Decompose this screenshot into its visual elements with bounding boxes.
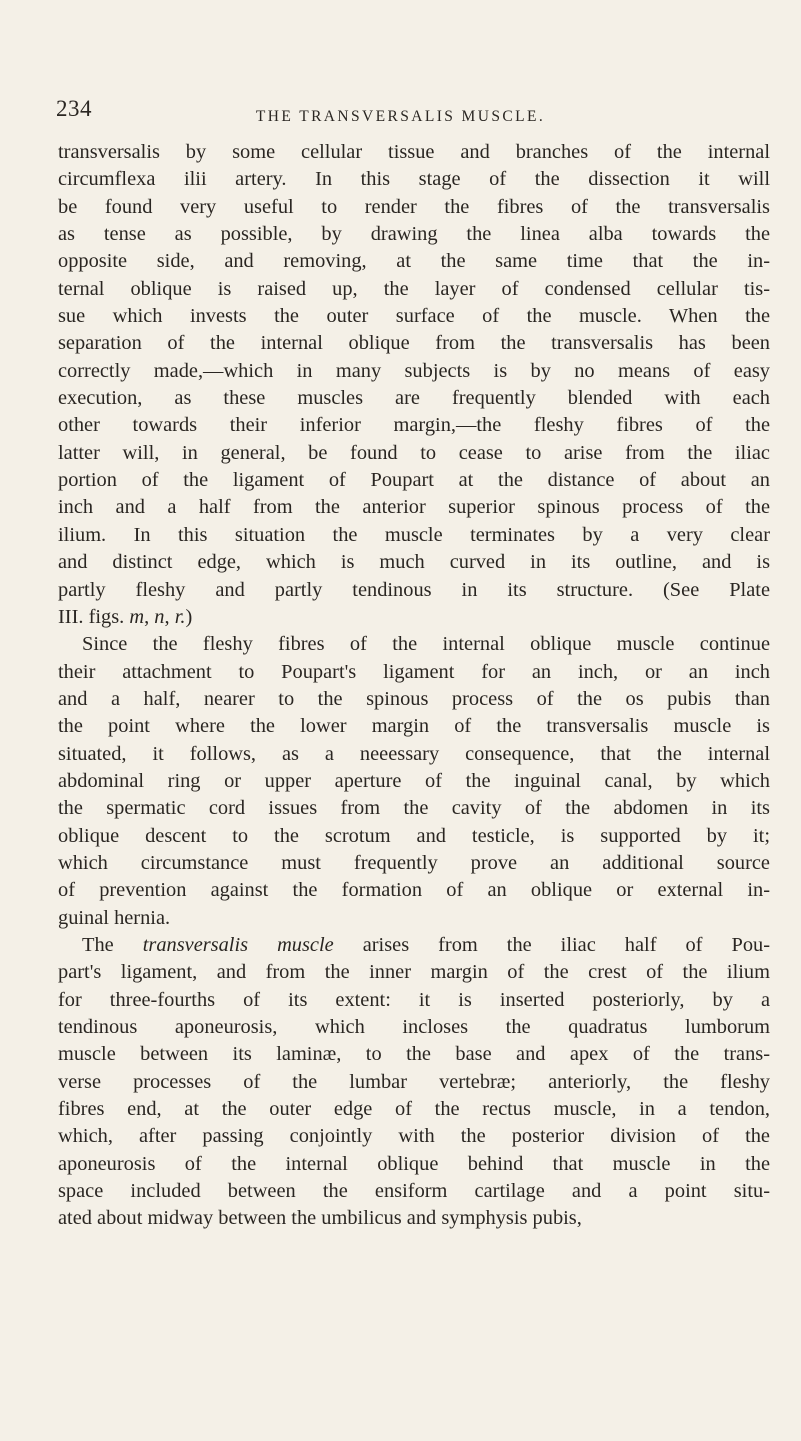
- text-line: situated, it follows, as a neeessary consequence, that the internal: [58, 742, 770, 765]
- plate-reference-prefix: III. figs.: [58, 605, 130, 628]
- fig-separator: ,: [144, 605, 155, 628]
- fig-letter-m: m: [129, 605, 145, 628]
- text-line: aponeurosis of the internal oblique behind that muscle in the: [58, 1152, 770, 1175]
- text-line: tendinous aponeurosis, which incloses the quadratus lumborum: [58, 1016, 770, 1038]
- text-line: part's ligament, and from the inner margin of the crest of the ilium: [58, 961, 770, 984]
- page-number: 234: [56, 96, 92, 121]
- fig-letter-n: n: [154, 605, 165, 628]
- text-line: transversalis by some cellular tissue and branches of the internal: [58, 141, 770, 163]
- text-line: guinal hernia.: [58, 906, 171, 929]
- text-line: other towards their inferior margin,—the fleshy fibres of the: [58, 414, 770, 437]
- text-line: fibres end, at the outer edge of the rectus muscle, in a tendon,: [58, 1098, 770, 1121]
- text-line: opposite side, and removing, at the same time that the in-: [58, 250, 770, 273]
- text-line: be found very useful to render the fibres of the transversalis: [58, 195, 770, 218]
- text-line: which, after passing conjointly with the posterior division of the: [58, 1125, 770, 1148]
- text-line: for three-fourths of its extent: it is inserted posteriorly, by a: [58, 988, 770, 1011]
- text-line: of prevention against the formation of an oblique or external in-: [58, 879, 770, 902]
- paragraph-lead-rest: arises from the iliac half of Pou-: [333, 933, 770, 956]
- text-line: correctly made,—which in many subjects is by no means of easy: [58, 359, 770, 382]
- text-line: the spermatic cord issues from the cavity of the abdomen in its: [58, 797, 770, 820]
- text-line: verse processes of the lumbar vertebræ; anteriorly, the fleshy: [58, 1070, 770, 1093]
- fig-close-paren: ): [185, 605, 193, 628]
- paragraph-lead: The: [82, 933, 143, 956]
- text-line: as tense as possible, by drawing the linea alba towards the: [58, 223, 770, 246]
- text-line: ternal oblique is raised up, the layer of condensed cellular tis-: [58, 277, 770, 300]
- text-line: ated about midway between the umbilicus and symphysis pubis,: [58, 1207, 582, 1230]
- body-text: [58, 139, 770, 1233]
- running-head: THE TRANSVERSALIS MUSCLE.: [255, 108, 546, 125]
- text-line: inch and a half from the anterior superior spinous process of the: [58, 496, 770, 519]
- text-line: latter will, in general, be found to cease to arise from the iliac: [58, 441, 770, 464]
- text-line: separation of the internal oblique from the transversalis has been: [58, 332, 770, 355]
- text-line: space included between the ensiform cartilage and a point situ-: [58, 1180, 770, 1203]
- text-line: and distinct edge, which is much curved in its outline, and is: [58, 551, 770, 574]
- muscle-name-italic: transversalis muscle: [142, 933, 334, 956]
- text-line: circumflexa ilii artery. In this stage of the dissection it will: [58, 168, 770, 191]
- text-line: the point where the lower margin of the transversalis muscle is: [58, 715, 770, 738]
- text-line: partly fleshy and partly tendinous in its structure. (See Plate: [58, 578, 770, 601]
- fig-separator: ,: [164, 605, 175, 628]
- text-line: portion of the ligament of Poupart at the distance of about an: [58, 469, 770, 492]
- text-line: and a half, nearer to the spinous process of the os pubis than: [58, 687, 770, 710]
- text-line: execution, as these muscles are frequently blended with each: [58, 387, 770, 410]
- fig-letter-r: r.: [174, 605, 186, 628]
- text-line: muscle between its laminæ, to the base and apex of the trans-: [58, 1043, 770, 1066]
- paragraph-start-line: [58, 932, 770, 959]
- paragraph-start-line: Since the fleshy fibres of the internal oblique muscle continue: [82, 633, 770, 656]
- text-line: abdominal ring or upper aperture of the inguinal canal, by which: [58, 769, 770, 792]
- text-line: ilium. In this situation the muscle terminates by a very clear: [58, 523, 770, 546]
- text-line: sue which invests the outer surface of the muscle. When the: [58, 305, 770, 328]
- text-line: which circumstance must frequently prove an additional source: [58, 851, 770, 874]
- text-line: their attachment to Poupart's ligament for an inch, or an inch: [58, 660, 770, 683]
- plate-reference-line: [58, 604, 770, 631]
- text-line: oblique descent to the scrotum and testicle, is supported by it;: [58, 824, 770, 847]
